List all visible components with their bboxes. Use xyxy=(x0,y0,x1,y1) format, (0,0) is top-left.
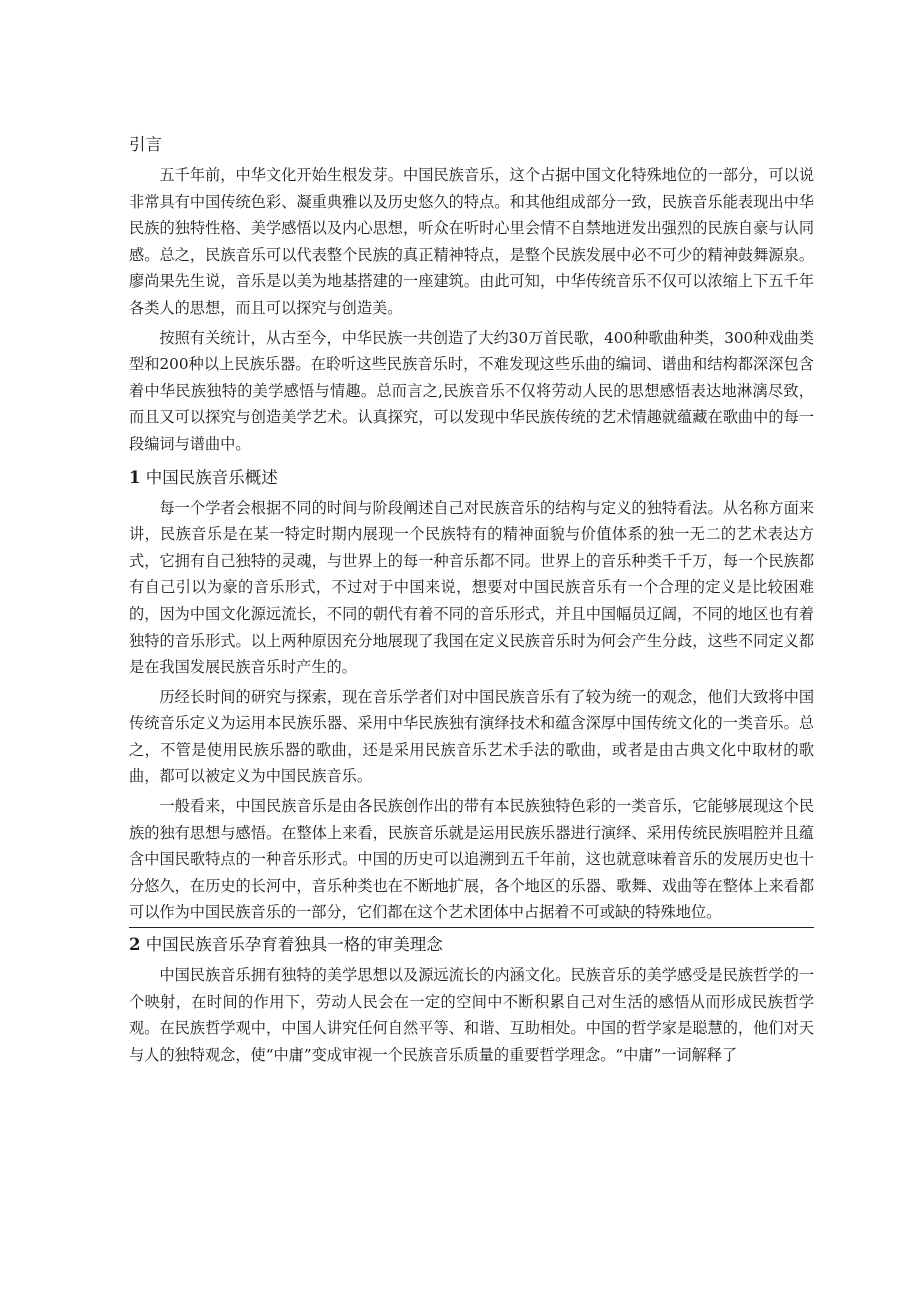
section-1-paragraph-1: 每一个学者会根据不同的时间与阶段阐述自己对民族音乐的结构与定义的独特看法。从名称方面来讲，民族音乐是在某一特定时期内展现一个民族特有的精神面貌与价值体系的独一无二的艺术表达方式，它拥有自己独特的灵魂，与世界上的每一种音乐都不同。世界上的音乐种类千千万，每一个民族都有自己引以为豪的音乐形式，不过对于中国来说，想要对中国民族音乐有一个合理的定义是比较困难的，因为中国文化源远流长，不同的朝代有着不同的音乐形式，并且中国幅员辽阔，不同的地区也有着独特的音乐形式。以上两种原因充分地展现了我国在定义民族音乐时为何会产生分歧，这些不同定义都是在我国发展民族音乐时产生的。 xyxy=(129,498,814,677)
section-2-heading xyxy=(129,928,814,962)
section-1-number: 1 xyxy=(129,467,141,487)
section-1-heading xyxy=(129,461,814,495)
section-1-title: 中国民族音乐概述 xyxy=(145,467,278,487)
section-1-paragraph-2: 历经长时间的研究与探索，现在音乐学者们对中国民族音乐有了较为统一的观念，他们大致将中国传统音乐定义为运用本民族乐器、采用中华民族独有演绎技术和蕴含深厚中国传统文化的一类音乐。总之，不管是使用民族乐器的歌曲，还是采用民族音乐艺术手法的歌曲，或者是由古典文化中取材的歌曲，都可以被定义为中国民族音乐。 xyxy=(129,687,814,786)
section-2-title: 中国民族音乐孕育着独具一格的审美理念 xyxy=(145,935,443,955)
section-2-number: 2 xyxy=(129,935,141,955)
section-1-paragraph-3: 一般看来，中国民族音乐是由各民族创作出的带有本民族独特色彩的一类音乐，它能够展现这个民族的独有思想与感悟。在整体上来看，民族音乐就是运用民族乐器进行演绎、采用传统民族唱腔并且蕴含中国民歌特点的一种音乐形式。中国的历史可以追溯到五千年前，这也就意味着音乐的发展历史也十分悠久，在历史的长河中，音乐种类也在不断地扩展，各个地区的乐器、歌舞、戏曲等在整体上来看都可以作为中国民族音乐的一部分，它们都在这个艺术团体中占据着不可或缺的特殊地位。 xyxy=(129,797,814,922)
intro-heading: 引言 xyxy=(129,135,162,154)
document-page xyxy=(129,128,814,1071)
intro-paragraph-2: 按照有关统计，从古至今，中华民族一共创造了大约30万首民歌，400种歌曲种类，300种戏曲类型和200种以上民族乐器。在聆听这些民族音乐时，不难发现这些乐曲的编词、谱曲和结构都深深包含着中华民族独特的美学感悟与情趣。总而言之,民族音乐不仅将劳动人民的思想感悟表达地淋漓尽致，而且又可以探究与创造美学艺术。认真探究，可以发现中华民族传统的艺术情趣就蕴藏在歌曲中的每一段编词与谱曲中。 xyxy=(129,328,814,453)
section-2-paragraph-1: 中国民族音乐拥有独特的美学思想以及源远流长的内涵文化。民族音乐的美学感受是民族哲学的一个映射，在时间的作用下，劳动人民会在一定的空间中不断积累自己对生活的感悟从而形成民族哲学观。在民族哲学观中，中国人讲究任何自然平等、和谐、互助相处。中国的哲学家是聪慧的，他们对天与人的独特观念，使“中庸”变成审视一个民族音乐质量的重要哲学理念。“中庸”一词解释了 xyxy=(129,966,814,1064)
intro-paragraph-1: 五千年前，中华文化开始生根发芽。中国民族音乐，这个占据中国文化特殊地位的一部分，可以说非常具有中国传统色彩、凝重典雅以及历史悠久的特点。和其他组成部分一致，民族音乐能表现出中华民族的独特性格、美学感悟以及内心思想，听众在听时心里会情不自禁地迸发出强烈的民族自豪与认同感。总之，民族音乐可以代表整个民族的真正精神特点，是整个民族发展中必不可少的精神鼓舞源泉。廖尚果先生说，音乐是以美为地基搭建的一座建筑。由此可知，中华传统音乐不仅可以浓缩上下五千年各类人的思想，而且可以探究与创造美。 xyxy=(129,166,814,317)
